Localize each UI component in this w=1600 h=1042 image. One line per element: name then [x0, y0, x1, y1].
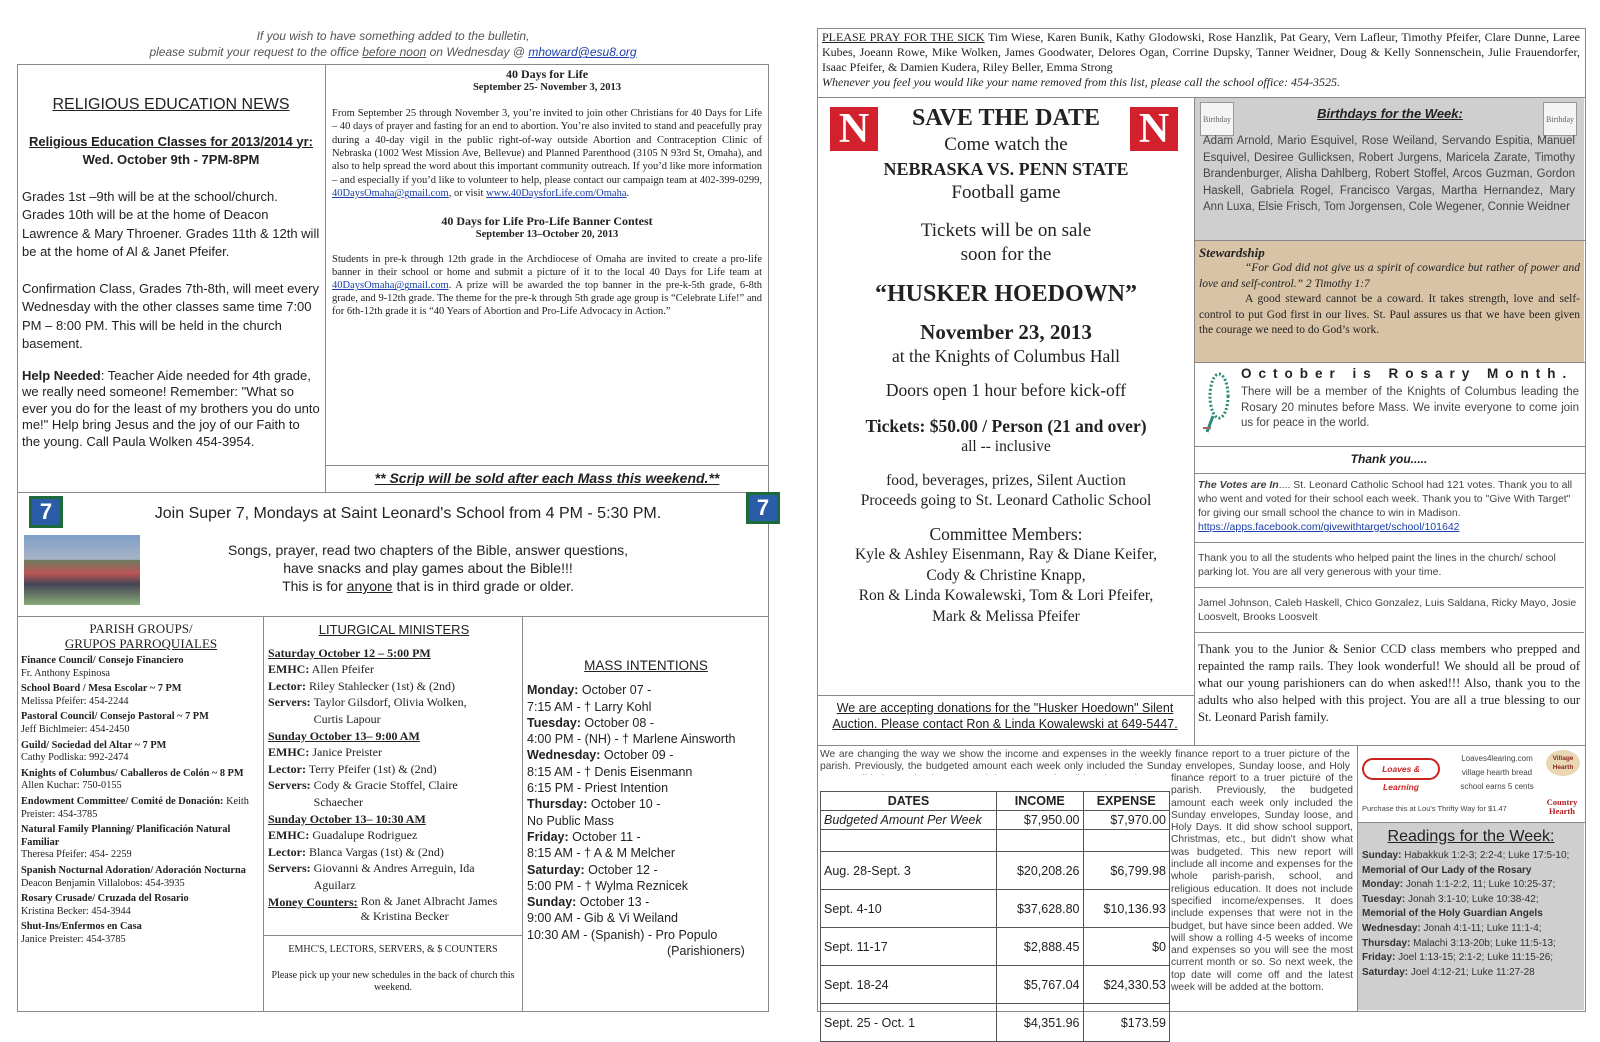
- parish-groups-section: PARISH GROUPS/ GRUPOS PARROQUIALES Finance Council/ Consejo Financiero Fr. Anthony Espinosa School Board / Mesa Escolar ~ 7 PM Melissa Pfeifer: 454-2244 Pastoral Council/ Consejo Pastoral ~ 7 PM Jeff Bichlmeier: 454-2450 Guild/ Sociedad del Altar ~ 7 PM Cathy Podliska: 992-2474 Knights of Columbus/ Caballeros de Colón ~ 8 PM Allen Kuchar: 750-0155 Endowment Committee/ Comité de Donación: Keith Preister: 454-3785 Natural Family Planning/ Planificación Natural Familiar Theresa Pfeifer: 454- 2259 Spanish Nocturnal Adoration/ Adoración Nocturna Deacon Benjamin Villalobos: 454-3935 Rosary Crusade/ Cruzada del Rosario Kristina Becker: 454-3944 Shut-Ins/Enfermos en Casa Janice Preister: 454-3785: [21, 621, 261, 949]
- submission-note: If you wish to have something added to the bulletin, please submit your request to the office before noon on Wednesday @ mhoward@esu8.org: [149, 29, 637, 59]
- finance-cell: $7,950.00: [997, 811, 1084, 830]
- mass-intention-entry: 8:15 AM - † A & M Melcher: [527, 846, 675, 861]
- mass-intention-entry: 10:30 AM - (Spanish) - Pro Populo: [527, 927, 718, 942]
- reading-entry: Memorial of the Holy Guardian Angels: [1362, 908, 1543, 920]
- classes-title: Religious Education Classes for 2013/2014 yr:: [29, 133, 313, 149]
- reading-entry: Sunday: Habakkuk 1:2-3; 2:2-4; Luke 17:5-10;: [1362, 850, 1570, 861]
- finance-cell: $173.59: [1083, 1004, 1170, 1042]
- finance-header: DATES: [821, 792, 997, 811]
- birthdays-title: Birthdays for the Week:: [1317, 106, 1463, 121]
- thank-you-section: Thank you..... The Votes are In.... St. Leonard Catholic School had 121 votes. Thank you to all who went and voted for their school each week. Thank you to "Give With Target" for giving our small school the chance to win in Madison. https://apps.facebook.com/givewithtarget/school/101642 Thank you to all the students who helped paint the lines in the church/ school parking lot. You are all very generous with your time. Jamel Johnson, Caleb Haskell, Chico Gonzalez, Luis Saldana, Ricky Mayo, Josie Loosvelt, Brooks Loosvelt Thank you to the Junior & Senior CCD class members who prepped and repainted the ramp rails. They look wonderful! We should all be proud of what our young parishioners can do when asked!!! Also, thank you to the adults who also helped with this project. You are all a true blessing to our St. Leonard Parish family.: [1198, 452, 1580, 726]
- stewardship-title: Stewardship: [1199, 245, 1265, 260]
- finance-cell: $5,767.04: [997, 966, 1084, 1004]
- pray-note: Whenever you feel you would like your name removed from this list, please call the school office: 454-3525.: [822, 75, 1340, 89]
- finance-header: INCOME: [997, 792, 1084, 811]
- parish-group-item: School Board / Mesa Escolar ~ 7 PM Melissa Pfeifer: 454-2244: [21, 683, 182, 707]
- finance-row: [821, 830, 1170, 852]
- ticket-price: Tickets: $50.00 / Person (21 and over): [865, 416, 1147, 436]
- parish-group-item: Finance Council/ Consejo Financiero Fr. Anthony Espinosa: [21, 655, 184, 679]
- readings-title: Readings for the Week:: [1387, 828, 1555, 845]
- finance-cell: [821, 830, 997, 852]
- forty-days-body: From September 25 through November 3, you’re invited to join other Christians for 40 Days for Life – 40 days of prayer and fasting for an end to abortion. You’re also invited to stand and peacefully pray during a 40-day vigil in the public right-of-way outside Abortion and Contraception Clinic of Nebraska (1002 West Mission Ave, Bellevue) and Planned Parenthood (3105 N 93rd St, Omaha), and also to help spread the word about this important community outreach. If you’d like more information – and especially if you’d like to volunteer to help, please contact our campaign team at 402-399-0299, 40DaysOmaha@gmail.com, or visit www.40DaysforLife.com/Omaha.: [332, 107, 762, 200]
- finance-cell: $10,136.93: [1083, 890, 1170, 928]
- loaves-learning-section: Loaves & Learning Loaves4learing.com village hearth bread school earns 5 cents Village Hearth Purchase this at Lou's Thrifty Way for $1.47 Country Hearth: [1358, 746, 1584, 822]
- mass-intention-entry: 4:00 PM - (NH) - † Marlene Ainsworth: [527, 732, 736, 747]
- finance-cell: Sept. 18-24: [821, 966, 997, 1004]
- banner-email-link[interactable]: 40DaysOmaha@gmail.com: [332, 280, 449, 292]
- birthday-cake-icon: Birthday: [1200, 102, 1234, 136]
- mass-intention-entry: Saturday: October 12 -: [527, 862, 658, 877]
- birthday-cake-icon-right: Birthday: [1543, 102, 1577, 136]
- reading-entry: Saturday: Joel 4:12-21; Luke 11:27-28: [1362, 966, 1535, 978]
- parish-group-item: Guild/ Sociedad del Altar ~ 7 PM Cathy Podliska: 992-2474: [21, 739, 167, 764]
- mass-intention-entry: Sunday: October 13 -: [527, 895, 650, 910]
- schedule-notice-title: EMHC'S, LECTORS, SERVERS, & $ COUNTERS: [288, 944, 498, 955]
- finance-cell: $0: [1083, 928, 1170, 966]
- finance-cell: Sept. 4-10: [821, 890, 997, 928]
- finance-cell: Budgeted Amount Per Week: [821, 811, 997, 830]
- office-email-link[interactable]: mhoward@esu8.org: [528, 45, 637, 59]
- reading-entry: Thursday: Malachi 3:13-20b; Luke 11:5-13;: [1362, 937, 1556, 949]
- mass-intentions-title: MASS INTENTIONS: [584, 658, 708, 673]
- mass-intention-entry: Thursday: October 10 -: [527, 797, 661, 812]
- mass-intention-entry: 7:15 AM - † Larry Kohl: [527, 699, 652, 714]
- banner-contest-body: Students in pre-k through 12th grade in the Archdiocese of Omaha are invited to create a pro-life banner in their school or home and submit a picture of it to the local 40 Days for Life team at 40DaysOmaha@gmail.com. A prize will be awarded the top banner in the pre-k-5th grade, 6-8th grade, and 9-12th grade. The theme for the pre-k through 5th grade age group is “Celebrate Life!” and for 6th-12th grade it is “40 Years of Abortion and Pro-Life Advocacy in Action.”: [332, 254, 762, 318]
- finance-row: [821, 890, 1170, 928]
- parish-group-item: Endowment Committee/ Comité de Donación: Keith Preister: 454-3785: [21, 795, 249, 820]
- confirmation-info: Confirmation Class, Grades 7th-8th, will meet every Wednesday with the other classes same time 7:00 PM – 8:00 PM. This will be held in the church basement.: [22, 280, 319, 351]
- help-needed-text: : Teacher Aide needed for 4th grade, we really need someone! Remember: "What so ever you do for the least of my brothers you do unto me!" Help bring Jesus and the joy of our Faith to the young. Call Paula Wolken 454-3954.: [22, 367, 320, 449]
- parish-group-item: Knights of Columbus/ Caballeros de Colón ~ 8 PM Allen Kuchar: 750-0155: [21, 767, 244, 792]
- finance-row: [821, 928, 1170, 966]
- mass-intention-entry: 5:00 PM - † Wylma Reznicek: [527, 878, 689, 893]
- village-hearth-logo: Village Hearth: [1546, 750, 1580, 776]
- loaves-learning-logo: Loaves & Learning: [1362, 758, 1440, 780]
- liturgical-ministers-section: LITURGICAL MINISTERS Saturday October 12 – 5:00 PM EMHC: Allen Pfeifer Lector: Riley Stahlecker (1st) & (2nd) Servers: Taylor Gilsdorf, Olivia Wolken, Curtis Lapour Sunday October 13– 9:00 AM EMHC: Janice Preister Lector: Terry Pfeifer (1st) & (2nd) Servers: Cody & Gracie Stoffel, Claire Schaecher Sunday October 13– 10:30 AM EMHC: Guadalupe Rodriguez Lector: Blanca Vargas (1st) & (2nd) Servers: Giovanni & Andres Arreguin, Ida Aguilarz Money Counters: Ron & Janet Albracht James & Kristina Becker: [268, 622, 520, 924]
- banner-contest-title: 40 Days for Life Pro-Life Banner Contest: [441, 213, 653, 228]
- reading-entry: Memorial of Our Lady of the Rosary: [1362, 864, 1532, 876]
- mass-intention-entry: No Public Mass: [527, 813, 614, 828]
- mass-intentions-section: [527, 658, 765, 959]
- rosary-section: [1195, 364, 1584, 444]
- parish-group-item: Spanish Nocturnal Adoration/ Adoración Nocturna Deacon Benjamin Villalobos: 454-3935: [21, 864, 246, 889]
- mass-schedule-group: Sunday October 13– 9:00 AM EMHC: Janice Preister Lector: Terry Pfeifer (1st) & (2nd) Servers: Cody & Gracie Stoffel, Claire Schaecher: [268, 728, 458, 809]
- rosary-body: There will be a member of the Knights of Columbus leading the Rosary 20 minutes before Mass. We invite everyone to come join us for peace in the world.: [1241, 386, 1579, 429]
- committee-member: Ron & Linda Kowalewski, Tom & Lori Pfeifer,: [858, 587, 1154, 604]
- finance-cell: $2,888.45: [997, 928, 1084, 966]
- reading-entry: Friday: Joel 1:13-15; 2:1-2; Luke 11:15-26;: [1362, 952, 1554, 964]
- mass-schedule-group: Saturday October 12 – 5:00 PM EMHC: Allen Pfeifer Lector: Riley Stahlecker (1st) & (2nd) Servers: Taylor Gilsdorf, Olivia Wolken, Curtis Lapour: [268, 645, 467, 726]
- super7-logo-icon: 7: [29, 496, 63, 528]
- religious-ed-title: RELIGIOUS EDUCATION NEWS: [52, 96, 290, 113]
- committee-member: Cody & Christine Knapp,: [926, 566, 1086, 584]
- finance-cell: $20,208.26: [997, 852, 1084, 890]
- country-hearth-logo: Country Hearth: [1546, 797, 1578, 816]
- ccd-thanks: Thank you to the Junior & Senior CCD class members who prepped and repainted the ramp rails. They look wonderful! We should all be proud of what our young parishioners can do when asked!!! Also, thank you to the adults who also helped with this project. You are all a true blessing to our St. Leonard Parish family.: [1198, 642, 1580, 724]
- parish-group-item: Rosary Crusade/ Cruzada del Rosario Kristina Becker: 454-3944: [21, 893, 189, 917]
- schedule-notice-text: Please pick up your new schedules in the back of church this weekend.: [271, 970, 515, 993]
- liturgical-title: LITURGICAL MINISTERS: [318, 622, 470, 637]
- give-with-target-link[interactable]: https://apps.facebook.com/givewithtarget/school/101642: [1198, 521, 1460, 533]
- nebraska-n-logo-icon: N: [830, 107, 878, 151]
- mass-intention-entry: 9:00 AM - Gib & Vi Weiland: [527, 911, 679, 926]
- finance-cell: $24,330.53: [1083, 966, 1170, 1004]
- finance-cell: Aug. 28-Sept. 3: [821, 852, 997, 890]
- mass-schedule-group: Sunday October 13– 10:30 AM EMHC: Guadalupe Rodriguez Lector: Blanca Vargas (1st) & (2nd) Servers: Giovanni & Andres Arreguin, Ida Aguilarz: [268, 811, 475, 892]
- finance-intro-cont: finance report to a truer picture of the parish. Previously, the budgeted amount each week only included the Sunday envelopes, Sunday loose, and Holy Days. It did show school support, Christmas, etc., but didn't show what was budgeted. This new report will include all income and expenses for the whole parish-parish, school, and religious education. It does not include specified income/expenses. It does include expenses that were not in the budget, but have since been added. We will show a rolling 4-5 weeks of income and expenses so you will see the most current month or so. So next week, the top date will come off and the latest week will be added at the bottom.: [1171, 773, 1353, 994]
- nebraska-n-logo-icon-right: N: [1130, 107, 1178, 151]
- finance-row: [821, 1004, 1170, 1042]
- parish-group-item: Shut-Ins/Enfermos en Casa Janice Preister: 454-3785: [21, 921, 142, 945]
- super7-title: Join Super 7, Mondays at Saint Leonard's School from 4 PM - 5:30 PM.: [154, 505, 662, 522]
- finance-table: [820, 791, 1170, 1042]
- birthdays-section: [1195, 98, 1584, 240]
- finance-cell: $4,351.96: [997, 1004, 1084, 1042]
- finance-header: EXPENSE: [1083, 792, 1170, 811]
- stewardship-section: Stewardship “For God did not give us a spirit of cowardice but rather of power and love and self-control.” 2 Timothy 1:7 A good steward cannot be a coward. It takes strength, love and self-control to put God first in our lives. St. Paul assures us that we have been given the courage we need to do God’s work.: [1195, 241, 1584, 362]
- classes-date: Wed. October 9th - 7PM-8PM: [82, 152, 260, 167]
- forty-days-email-link[interactable]: 40DaysOmaha@gmail.com: [332, 188, 449, 200]
- finance-cell: Sept. 11-17: [821, 928, 997, 966]
- birthday-names: Adam Arnold, Mario Esquivel, Rose Weiland, Servando Espitia, Manuel Esquivel, Desiree Gullicksen, Robert Jurgens, Maricela Zarate, Timothy Brandenburger, Alisha Dahlberg, Robert Stoffel, Arcos Guzman, Gordon Haskell, Gabriela Rogel, Francisco Vargas, Martha Hernandez, Mary Ann Luxa, Elsie Frisch, Tom Jorgensen, Cole Wegener, Connie Weidner: [1203, 135, 1575, 213]
- reading-entry: Wednesday: Jonah 4:1-11; Luke 11:1-4;: [1362, 922, 1542, 934]
- donations-notice: We are accepting donations for the "Husker Hoedown" Silent Auction. Please contact Ron & Linda Kowalewski at 649-5447.: [832, 701, 1178, 731]
- finance-cell: $7,970.00: [1083, 811, 1170, 830]
- readings-section: [1358, 823, 1584, 1010]
- rosary-icon: [1199, 370, 1235, 436]
- committee-member: Kyle & Ashley Eisenmann, Ray & Diane Keifer,: [855, 546, 1157, 563]
- finance-cell: $37,628.80: [997, 890, 1084, 928]
- forty-days-title: 40 Days for Life: [505, 67, 589, 81]
- finance-cell: [997, 830, 1084, 852]
- save-date-title: SAVE THE DATE: [911, 105, 1101, 131]
- mass-intention-entry: Monday: October 07 -: [527, 683, 652, 698]
- super7-logo-icon-right: 7: [746, 492, 780, 524]
- super7-section: 7 7 Join Super 7, Mondays at Saint Leonard's School from 4 PM - 5:30 PM. Songs, prayer, read two chapters of the Bible, answer questions, have snacks and play games about the Bible!!! This is for anyone that is in third grade or older.: [18, 493, 768, 615]
- super7-group-photo: [24, 535, 140, 605]
- parish-group-item: Pastoral Council/ Consejo Pastoral ~ 7 PM Jeff Bichlmeier: 454-2450: [21, 711, 209, 735]
- finance-cell: $6,799.98: [1083, 852, 1170, 890]
- event-date: November 23, 2013: [920, 320, 1092, 344]
- finance-row: [821, 811, 1170, 830]
- forty-days-section: 40 Days for Life September 25- November 3, 2013 From September 25 through November 3, you’re invited to join other Christians for 40 Days for Life – 40 days of prayer and fasting for an end to abortion. You’re also invited to stand and peacefully pray during a 40-day vigil in the public right-of-way outside Abortion and Contraception Clinic of Nebraska (1002 West Mission Ave, Bellevue) and Planned Parenthood (3105 N 93rd St, Omaha), and also to help spread the word about this important community outreach. If you’d like more information – and especially if you’d like to volunteer to help, please contact our campaign team at 402-399-0299, 40DaysOmaha@gmail.com, or visit www.40DaysforLife.com/Omaha. 40 Days for Life Pro-Life Banner Contest September 13–October 20, 2013 Students in pre-k through 12th grade in the Archdiocese of Omaha are invited to create a pro-life banner in their school or home and submit a picture of it to the local 40 Days for Life team at 40DaysOmaha@gmail.com. A prize will be awarded the top banner in the pre-k-5th grade, 6-8th grade, and 9-12th grade. The theme for the pre-k through 5th grade age group is “Celebrate Life!” and for 6th-12th grade it is “40 Years of Abortion and Pro-Life Advocacy in Action.”: [332, 67, 762, 318]
- pray-for-sick-section: PLEASE PRAY FOR THE SICK Tim Wiese, Karen Bunik, Kathy Glodowski, Rose Hanzlik, Pat Geary, Vern Lafleur, Timothy Pfeifer, Clare Dunne, Laree Kubes, Joeann Rowe, Mike Wolken, James Goodwater, Delores Ogan, Corrine Dupsky, Tanner Weidner, Doug & Kelly Sonnenschein, Julie Frauendorfer, Isaac Pfeifer, & Damien Kudera, Riley Beller, Emma Strong Whenever you feel you would like your name removed from this list, please call the school office: 454-3525.: [822, 30, 1581, 89]
- religious-education-section: RELIGIOUS EDUCATION NEWS Religious Education Classes for 2013/2014 yr: Wed. October 9th - 7PM-8PM Grades 1st –9th will be at the school/church. Grades 10th will be at the home of Deacon Lawrence & Mary Throener. Grades 11th & 12th will be at the home of Al & Janet Pfeifer. Confirmation Class, Grades 7th-8th, will meet every Wednesday with the other classes same time 7:00 PM – 8:00 PM. This will be held in the church basement. Help Needed: Teacher Aide needed for 4th grade, we really need someone! Remember: "What so ever you do for the least of my brothers you do unto me!" Help bring Jesus and the joy of our Faith to the young. Call Paula Wolken 454-3954.: [22, 96, 320, 449]
- finance-row: [821, 966, 1170, 1004]
- parish-group-item: Natural Family Planning/ Planificación Natural Familiar Theresa Pfeifer: 454- 2259: [21, 824, 231, 861]
- finance-row: [821, 852, 1170, 890]
- grades-info: Grades 1st –9th will be at the school/church. Grades 10th will be at the home of Deacon Lawrence & Mary Throener. Grades 11th & 12th will be at the home of Al & Janet Pfeifer.: [22, 188, 320, 259]
- mass-intention-entry: Tuesday: October 08 -: [527, 715, 654, 730]
- finance-cell: [1083, 830, 1170, 852]
- mass-intention-entry: 8:15 AM - † Denis Eisenmann: [527, 764, 693, 779]
- reading-entry: Tuesday: Jonah 3:1-10; Luke 10:38-42;: [1362, 893, 1539, 905]
- mass-intention-entry: Wednesday: October 09 -: [527, 748, 674, 763]
- reading-entry: Monday: Jonah 1:1-2:2, 11; Luke 10:25-37;: [1362, 879, 1556, 891]
- scrip-notice: ** Scrip will be sold after each Mass this weekend.**: [374, 470, 720, 486]
- mass-intention-entry: 6:15 PM - Priest Intention: [527, 781, 669, 796]
- finance-intro-top: We are changing the way we show the income and expenses in the weekly finance report to a truer picture of the parish. Previously, the budgeted amount each week only included the Sunday envelopes, Sunday loose, and Holy: [820, 749, 1350, 773]
- thank-you-title: Thank you.....: [1350, 452, 1428, 466]
- forty-days-url-link[interactable]: www.40DaysforLife.com/Omaha: [486, 188, 627, 200]
- save-the-date-section: N N SAVE THE DATE Come watch the NEBRASKA VS. PENN STATE Football game Tickets will be on sale soon for the “HUSKER HOEDOWN” November 23, 2013 at the Knights of Columbus Hall Doors open 1 hour before kick-off Tickets: $50.00 / Person (21 and over) all -- inclusive food, beverages, prizes, Silent Auction Proceeds going to St. Leonard Catholic School Committee Members: Kyle & Ashley Eisenmann, Ray & Diane Keifer, Cody & Christine Knapp, Ron & Linda Kowalewski, Tom & Lori Pfeifer, Mark & Melissa Pfeifer: [820, 103, 1192, 627]
- committee-member: Mark & Melissa Pfeifer: [932, 607, 1080, 625]
- rosary-title: October is Rosary Month.: [1241, 366, 1574, 381]
- mass-intention-entry: (Parishioners): [667, 944, 745, 959]
- mass-intention-entry: Friday: October 11 -: [527, 829, 641, 844]
- event-name: “HUSKER HOEDOWN”: [874, 281, 1138, 307]
- finance-cell: Sept. 25 - Oct. 1: [821, 1004, 997, 1042]
